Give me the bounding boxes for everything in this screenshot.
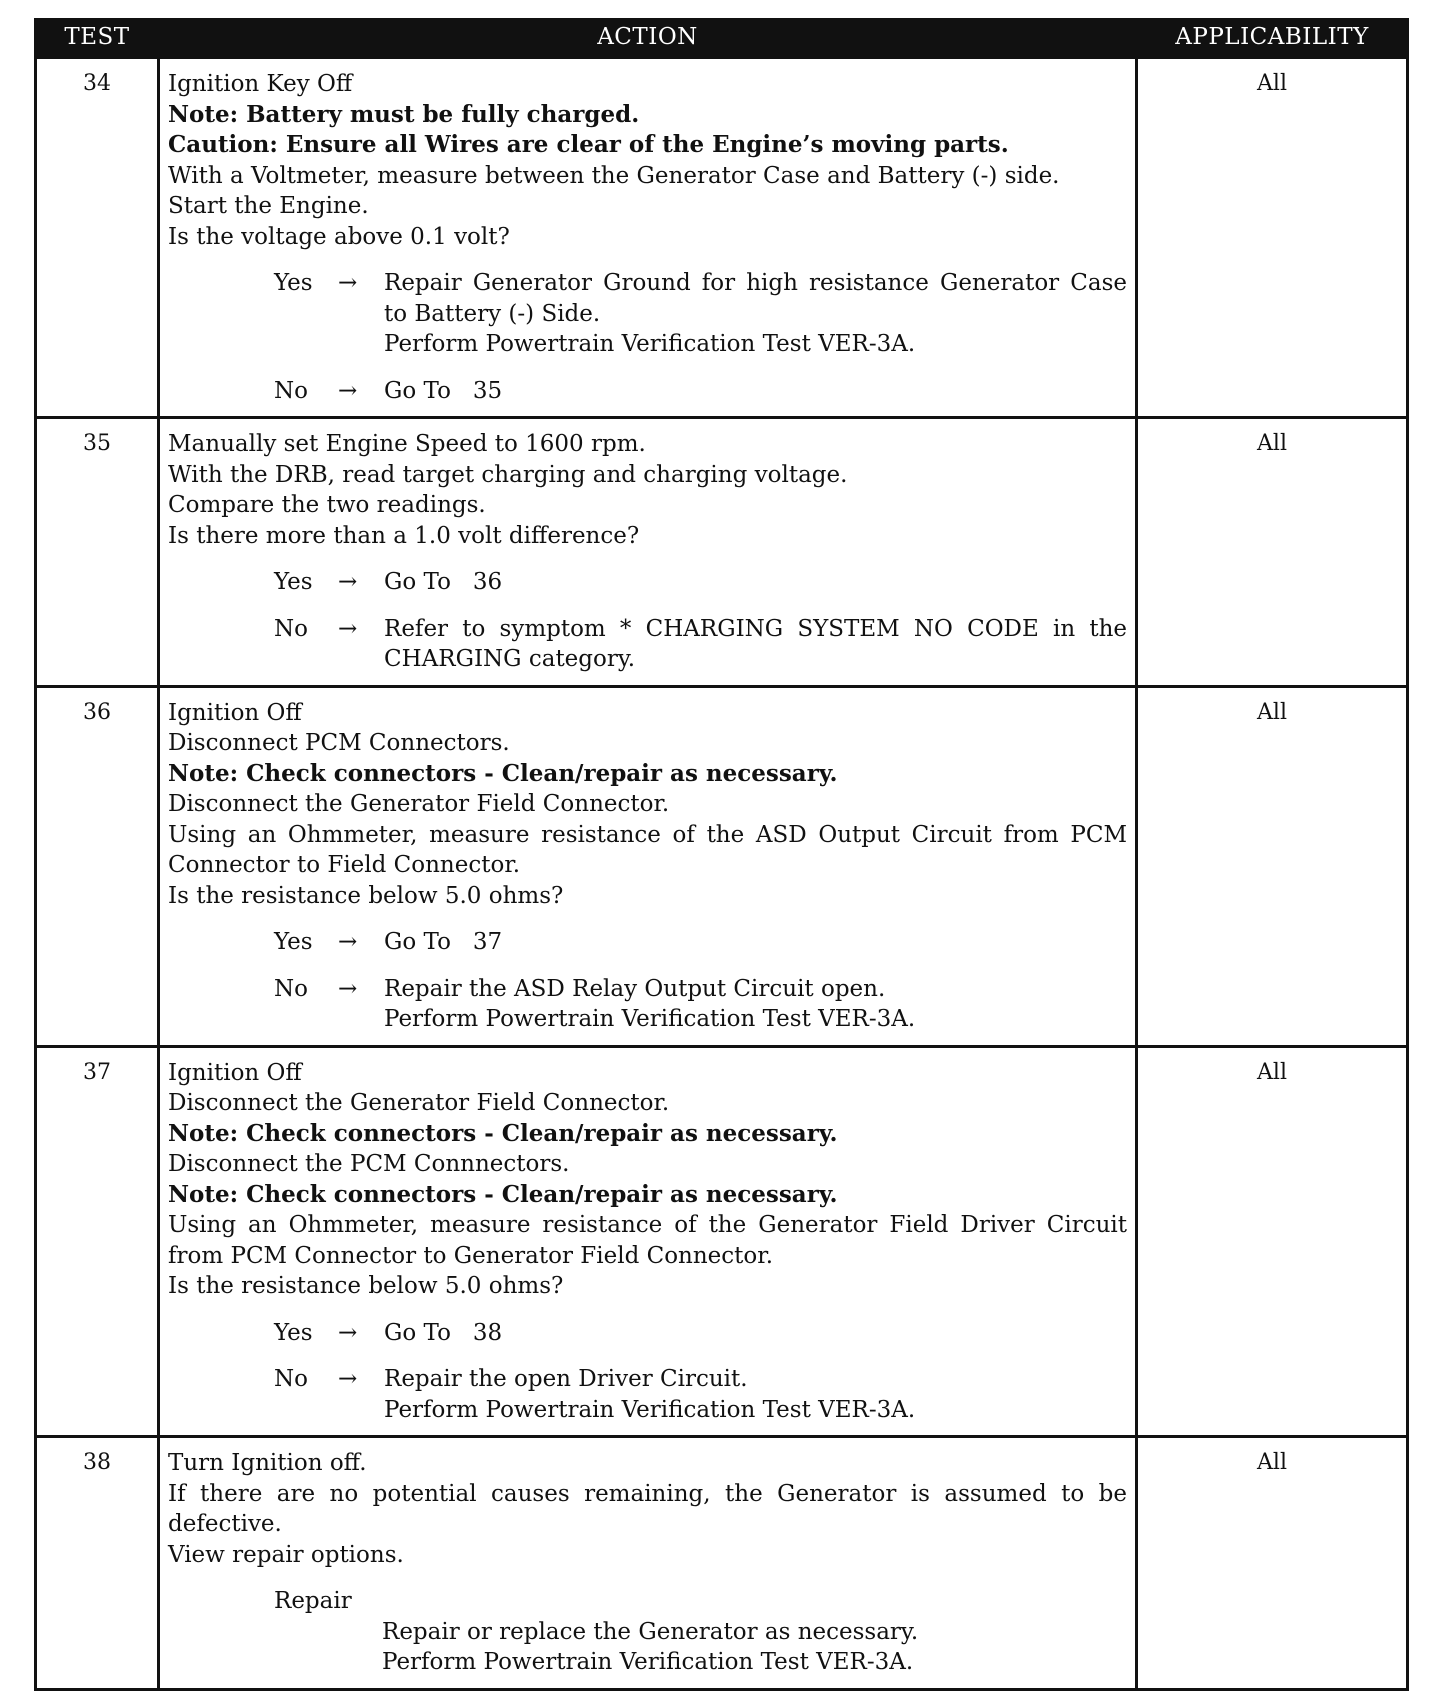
repair-text: Perform Powertrain Verification Test VER-3A. [382, 1649, 914, 1675]
yes-result [384, 268, 1135, 360]
right-arrow-icon: → [338, 1319, 358, 1346]
no-label: No [274, 377, 308, 404]
diagnostic-test-table [34, 18, 1409, 1691]
instruction-line: Is the resistance below 5.0 ohms? [168, 1273, 564, 1299]
header-test: TEST [36, 18, 159, 58]
yes-result [384, 567, 1127, 598]
yes-result [384, 927, 1127, 958]
instruction-line: Compare the two readings. [168, 492, 486, 518]
yes-result-text: Go To 38 [384, 1319, 503, 1346]
action-cell [159, 58, 1137, 418]
test-number: 38 [36, 1437, 159, 1690]
note-line: Note: Check connectors - Clean/repair as necessary. [168, 1119, 838, 1147]
instruction-line: View repair options. [168, 1541, 404, 1568]
action-cell [159, 418, 1137, 687]
no-result-text: Refer to symptom * CHARGING SYSTEM NO CODE in the CHARGING category. [384, 615, 1135, 672]
instruction-line: Using an Ohmmeter, measure resistance of the ASD Output Circuit from PCM Connector to Field Connector. [168, 821, 1135, 878]
action-cell [159, 1046, 1137, 1437]
right-arrow-icon: → [338, 975, 358, 1002]
instruction-line: Ignition Key Off [168, 71, 353, 97]
no-branch [168, 614, 1135, 675]
no-result-text: Repair the ASD Relay Output Circuit open. [384, 975, 886, 1002]
applicability-value: All [1137, 418, 1408, 687]
yes-result-text: Repair Generator Ground for high resistance Generator Case to Battery (-) Side. [384, 270, 1135, 327]
yes-result-text: Go To 37 [384, 929, 503, 955]
yes-label: Yes [274, 1319, 313, 1346]
right-arrow-icon: → [338, 615, 358, 642]
yes-branch [168, 1318, 1127, 1349]
no-result-text: Go To 35 [384, 377, 503, 404]
right-arrow-icon: → [338, 270, 358, 296]
action-cell [159, 1437, 1137, 1690]
instruction-line: If there are no potential causes remaining, the Generator is assumed to be defective. [168, 1480, 1135, 1537]
yes-result-text: Go To 36 [384, 569, 503, 595]
instruction-line: With the DRB, read target charging and charging voltage. [168, 461, 848, 488]
no-result-text: Perform Powertrain Verification Test VER-3A. [384, 1006, 916, 1032]
table-row [36, 1437, 1408, 1690]
note-line: Note: Battery must be fully charged. [168, 100, 640, 128]
no-result [384, 614, 1135, 675]
table-row [36, 686, 1408, 1046]
instruction-line: Start the Engine. [168, 193, 369, 219]
applicability-value: All [1137, 686, 1408, 1046]
instruction-line: With a Voltmeter, measure between the Generator Case and Battery (-) side. [168, 162, 1060, 189]
no-label: No [274, 615, 308, 642]
instruction-line: Ignition Off [168, 699, 302, 726]
test-number: 35 [36, 418, 159, 687]
yes-branch [168, 927, 1127, 958]
instruction-line: Turn Ignition off. [168, 1450, 367, 1476]
instruction-line: Using an Ohmmeter, measure resistance of the Generator Field Driver Circuit from PCM Connector to Generator Field Connector. [168, 1212, 1135, 1269]
yes-result [384, 1318, 1127, 1349]
test-number: 37 [36, 1046, 159, 1437]
note-line: Note: Check connectors - Clean/repair as necessary. [168, 1180, 838, 1208]
instruction-line: Disconnect the Generator Field Connector. [168, 1090, 670, 1116]
applicability-value: All [1137, 1437, 1408, 1690]
no-result [384, 376, 1127, 407]
diagnostic-test-sheet [34, 18, 1406, 1691]
table-row [36, 418, 1408, 687]
instruction-line: Is there more than a 1.0 volt difference? [168, 522, 640, 549]
right-arrow-icon: → [338, 377, 358, 404]
instruction-line: Is the voltage above 0.1 volt? [168, 223, 510, 250]
instruction-line: Ignition Off [168, 1059, 302, 1086]
right-arrow-icon: → [338, 929, 358, 955]
applicability-value: All [1137, 58, 1408, 418]
no-branch [168, 1364, 1127, 1425]
instruction-line: Disconnect PCM Connectors. [168, 730, 510, 756]
no-label: No [274, 975, 308, 1002]
instruction-line: Disconnect the PCM Connnectors. [168, 1151, 570, 1177]
instruction-line: Disconnect the Generator Field Connector. [168, 791, 670, 817]
applicability-value: All [1137, 1046, 1408, 1437]
header-action: ACTION [159, 18, 1137, 58]
yes-branch [168, 567, 1127, 598]
yes-label: Yes [274, 929, 313, 955]
right-arrow-icon: → [338, 569, 358, 595]
yes-result-text: Perform Powertrain Verification Test VER-3A. [384, 331, 916, 357]
right-arrow-icon: → [338, 1366, 358, 1392]
test-number: 36 [36, 686, 159, 1046]
note-line: Note: Check connectors - Clean/repair as necessary. [168, 759, 838, 787]
table-row [36, 1046, 1408, 1437]
table-row [36, 58, 1408, 418]
no-result [384, 974, 1127, 1035]
no-branch [168, 376, 1127, 407]
instruction-line: Is the resistance below 5.0 ohms? [168, 882, 564, 909]
no-result [384, 1364, 1127, 1425]
no-label: No [274, 1366, 308, 1392]
header-applicability: APPLICABILITY [1137, 18, 1408, 58]
no-result-text: Repair the open Driver Circuit. [384, 1366, 748, 1392]
test-number: 34 [36, 58, 159, 418]
repair-label: Repair [274, 1588, 352, 1614]
yes-label: Yes [274, 270, 313, 296]
note-line: Caution: Ensure all Wires are clear of the Engine’s moving parts. [168, 131, 1009, 158]
repair-text: Repair or replace the Generator as necessary. [382, 1618, 919, 1645]
yes-branch [168, 268, 1135, 360]
no-branch [168, 974, 1127, 1035]
table-header-row [36, 18, 1408, 58]
action-cell [159, 686, 1137, 1046]
instruction-line: Manually set Engine Speed to 1600 rpm. [168, 431, 646, 457]
no-result-text: Perform Powertrain Verification Test VER-3A. [384, 1396, 916, 1423]
yes-label: Yes [274, 569, 313, 595]
